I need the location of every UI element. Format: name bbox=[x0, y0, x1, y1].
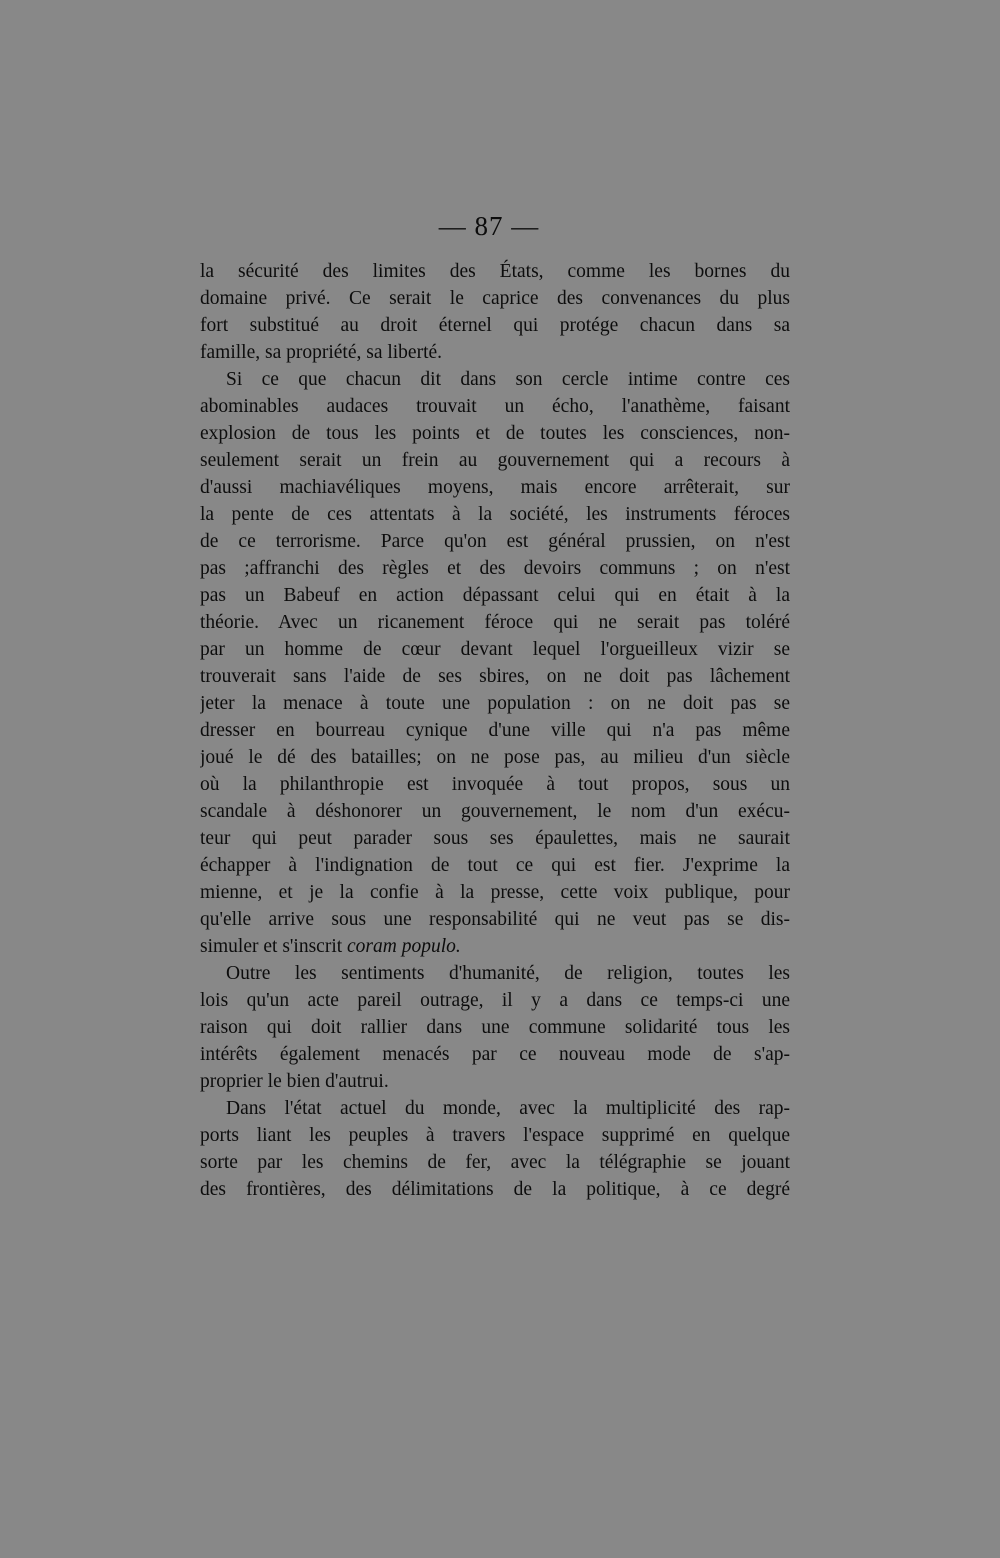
text-line bbox=[200, 339, 790, 366]
text-line-content: domaine privé. Ce serait le caprice des convenances du plus bbox=[200, 288, 790, 309]
text-line bbox=[200, 285, 790, 312]
text-line-content: des frontières, des délimitations de la politique, à ce degré bbox=[200, 1179, 790, 1200]
text-line bbox=[200, 1068, 790, 1095]
text-line-content: lois qu'un acte pareil outrage, il y a dans ce temps-ci une bbox=[200, 990, 790, 1011]
text-line-content: échapper à l'indignation de tout ce qui est fier. J'exprime la bbox=[200, 855, 790, 876]
text-line-content: qu'elle arrive sous une responsabilité qui ne veut pas se dis- bbox=[200, 909, 790, 930]
text-line-content: théorie. Avec un ricanement féroce qui ne serait pas toléré bbox=[200, 612, 790, 633]
text-line bbox=[200, 582, 790, 609]
text-line-content: fort substitué au droit éternel qui protége chacun dans sa bbox=[200, 315, 790, 336]
text-line bbox=[200, 555, 790, 582]
text-line-content: par un homme de cœur devant lequel l'orgueilleux vizir se bbox=[200, 639, 790, 660]
text-line bbox=[200, 663, 790, 690]
text-line bbox=[200, 420, 790, 447]
text-line bbox=[200, 798, 790, 825]
text-line bbox=[200, 474, 790, 501]
body-text bbox=[200, 258, 790, 1203]
text-line-content: dresser en bourreau cynique d'une ville qui n'a pas même bbox=[200, 720, 790, 741]
text-line bbox=[200, 1176, 790, 1203]
text-line bbox=[200, 825, 790, 852]
text-line bbox=[200, 393, 790, 420]
text-line-content: où la philanthropie est invoquée à tout propos, sous un bbox=[200, 774, 790, 795]
text-line-content: d'aussi machiavéliques moyens, mais encore arrêterait, sur bbox=[200, 477, 790, 498]
text-line-content: simuler et s'inscrit bbox=[200, 936, 348, 957]
text-line-content: abominables audaces trouvait un écho, l'anathème, faisant bbox=[200, 396, 790, 417]
text-line bbox=[200, 933, 790, 960]
text-line bbox=[200, 312, 790, 339]
text-line bbox=[200, 744, 790, 771]
text-line-content: la sécurité des limites des États, comme les bornes du bbox=[200, 261, 790, 282]
text-line bbox=[200, 636, 790, 663]
text-line bbox=[200, 960, 790, 987]
text-line bbox=[200, 366, 790, 393]
text-line-content: de ce terrorisme. Parce qu'on est général prussien, on n'est bbox=[200, 531, 790, 552]
text-line bbox=[200, 528, 790, 555]
text-line-content: Dans l'état actuel du monde, avec la multiplicité des rap- bbox=[226, 1098, 790, 1119]
text-line bbox=[200, 879, 790, 906]
text-line-content: Si ce que chacun dit dans son cercle intime contre ces bbox=[226, 369, 790, 390]
text-line-content: intérêts également menacés par ce nouveau mode de s'ap- bbox=[200, 1044, 790, 1065]
text-line bbox=[200, 1149, 790, 1176]
text-line-content: explosion de tous les points et de toutes les consciences, non- bbox=[200, 423, 790, 444]
text-line-content: scandale à déshonorer un gouvernement, le nom d'un exécu- bbox=[200, 801, 790, 822]
text-line bbox=[200, 690, 790, 717]
text-line bbox=[200, 1122, 790, 1149]
text-line bbox=[200, 987, 790, 1014]
text-line-content: mienne, et je la confie à la presse, cette voix publique, pour bbox=[200, 882, 790, 903]
text-line-content: raison qui doit rallier dans une commune solidarité tous les bbox=[200, 1017, 790, 1038]
text-line-content: trouverait sans l'aide de ses sbires, on ne doit pas lâchement bbox=[200, 666, 790, 687]
text-line bbox=[200, 1014, 790, 1041]
text-line bbox=[200, 501, 790, 528]
text-line bbox=[200, 852, 790, 879]
text-line bbox=[200, 717, 790, 744]
text-line-content: proprier le bien d'autrui. bbox=[200, 1071, 389, 1092]
text-line-content: joué le dé des batailles; on ne pose pas, au milieu d'un siècle bbox=[200, 747, 790, 768]
text-line bbox=[200, 1095, 790, 1122]
text-line-content: Outre les sentiments d'humanité, de religion, toutes les bbox=[226, 963, 790, 984]
text-line bbox=[200, 447, 790, 474]
page-number: — 87 — bbox=[438, 211, 540, 241]
text-line-content: teur qui peut parader sous ses épaulettes, mais ne saurait bbox=[200, 828, 790, 849]
text-line-content: famille, sa propriété, sa liberté. bbox=[200, 342, 443, 363]
text-line-content: pas ;affranchi des règles et des devoirs communs ; on n'est bbox=[200, 558, 790, 579]
text-line-content: ports liant les peuples à travers l'espace supprimé en quelque bbox=[200, 1125, 790, 1146]
text-line-content: pas un Babeuf en action dépassant celui qui en était à la bbox=[200, 585, 790, 606]
text-line bbox=[200, 258, 790, 285]
text-line-content: seulement serait un frein au gouvernement qui a recours à bbox=[200, 450, 790, 471]
text-line-content: jeter la menace à toute une population : on ne doit pas se bbox=[200, 693, 790, 714]
text-line bbox=[200, 771, 790, 798]
text-line-content: la pente de ces attentats à la société, les instruments féroces bbox=[200, 504, 790, 525]
text-line bbox=[200, 609, 790, 636]
text-line bbox=[200, 906, 790, 933]
text-line-content: sorte par les chemins de fer, avec la télégraphie se jouant bbox=[200, 1152, 790, 1173]
italic-phrase: coram populo. bbox=[347, 936, 461, 957]
text-line bbox=[200, 1041, 790, 1068]
